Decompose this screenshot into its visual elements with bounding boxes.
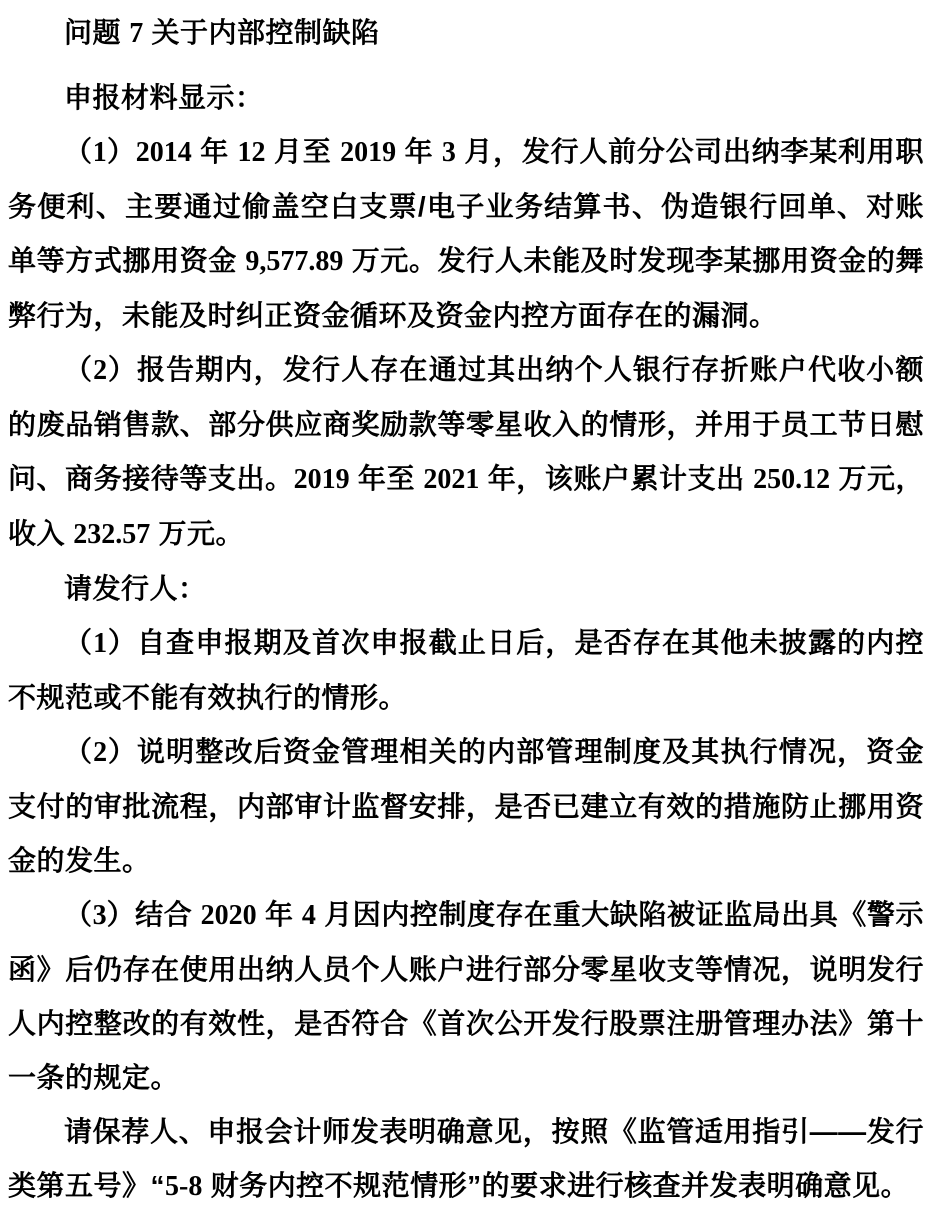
numeric-figure: 1 [92,137,107,168]
document-body [8,6,924,1214]
numeric-figure: 2021 [423,464,480,495]
numeric-figure: 9,577.89 [245,246,344,277]
numeric-figure: 3 [92,900,107,931]
request-item-2-paragraph: （2）说明整改后资金管理相关的内部管理制度及其执行情况，资金支付的审批流程，内部审计监督安排，是否已建立有效的措施防止挪用资金的发生。 [8,736,924,876]
numeric-figure: 2 [93,737,108,768]
request-item-1-paragraph: （1）自查申报期及首次申报截止日后，是否存在其他未披露的内控不规范或不能有效执行的情形。 [8,627,924,713]
numeric-figure: 232.57 [73,519,151,550]
numeric-figure: 3 [441,137,456,168]
disclosure-item-1-paragraph: （1）2014 年 12 月至 2019 年 3 月，发行人前分公司出纳李某利用职务便利、主要通过偷盖空白支票/电子业务结算书、伪造银行回单、对账单等方式挪用资金 9,577.89 万元。发行人未能及时发现李某挪用资金的舞弊行为，未能及时纠正资金循环及资金内控方面存在的漏洞。 [8,136,925,331]
sponsor-accountant-request-paragraph: 请保荐人、申报会计师发表明确意见，按照《监管适用指引——发行类第五号》“5-8 财务内控不规范情形”的要求进行核查并发表明确意见。 [8,1116,924,1202]
request-item-3-paragraph: （3）结合 2020 年 4 月因内控制度存在重大缺陷被证监局出具《警示函》后仍存在使用出纳人员个人账户进行部分零星收支等情况，说明发行人内控整改的有效性，是否符合《首次公开发行股票注册管理办法》第十一条的规定。 [8,899,924,1093]
numeric-figure: 2019 [340,137,397,168]
numeric-figure: 4 [301,900,316,931]
numeric-figure: 5-8 [165,1171,203,1202]
request-intro-paragraph: 请发行人： [64,573,207,604]
question-heading: 问题 7 关于内部控制缺陷 [64,17,380,49]
numeric-figure: 7 [129,18,144,49]
numeric-figure: 2020 [200,900,257,931]
numeric-figure: 2 [93,355,108,386]
numeric-figure: 12 [237,137,266,168]
numeric-figure: 1 [93,628,108,659]
materials-intro-paragraph: 申报材料显示： [64,82,264,113]
numeric-figure: 2014 [135,137,192,168]
numeric-figure: 2019 [293,464,350,495]
disclosure-item-2-paragraph: （2）报告期内，发行人存在通过其出纳个人银行存折账户代收小额的废品销售款、部分供应商奖励款等零星收入的情形，并用于员工节日慰问、商务接待等支出。2019 年至 2021 年，该账户累计支出 250.12 万元，收入 232.57 万元。 [8,354,925,550]
numeric-figure: 250.12 [753,464,831,495]
